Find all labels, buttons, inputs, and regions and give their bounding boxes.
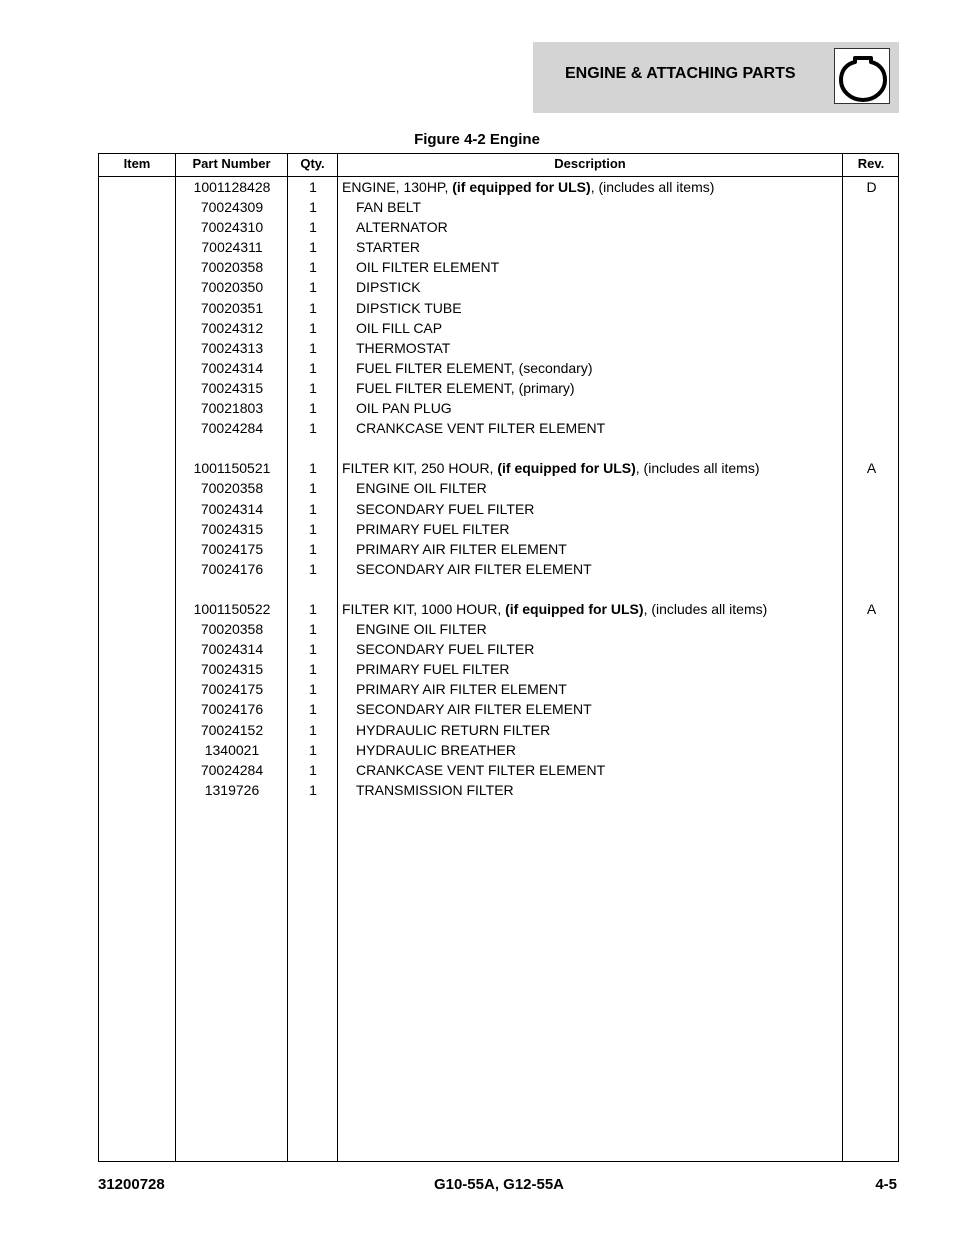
parts-table [98,153,899,1162]
section-title: ENGINE & ATTACHING PARTS [565,65,796,82]
qty-cell: 1 [309,460,317,477]
part-number-cell: 70020351 [200,299,264,316]
description-cell: DIPSTICK TUBE [356,299,462,316]
table-row [99,277,898,297]
description-cell: ENGINE OIL FILTER [356,480,487,497]
part-number-cell: 70024284 [200,420,264,437]
table-row [99,659,898,679]
qty-cell: 1 [309,400,317,417]
qty-cell: 1 [309,641,317,658]
table-row [99,780,898,800]
description-cell: CRANKCASE VENT FILTER ELEMENT [356,761,606,778]
part-number-cell: 70024312 [200,319,264,336]
description-cell: PRIMARY AIR FILTER ELEMENT [356,681,567,698]
description-cell: FAN BELT [356,199,422,216]
description-cell: SECONDARY AIR FILTER ELEMENT [356,560,592,577]
column-header-description: Description [554,156,626,171]
table-row [99,499,898,519]
table-row [99,358,898,378]
description-cell [342,458,759,478]
table-row [99,519,898,539]
part-number-cell: 1001150521 [193,460,271,477]
description-cell: FUEL FILTER ELEMENT, (secondary) [356,359,593,376]
description-text: ENGINE, 130HP, [342,179,453,195]
figure-title: Figure 4-2 Engine [414,131,540,148]
qty-cell: 1 [309,520,317,537]
part-number-cell: 70024315 [200,520,264,537]
table-row [99,257,898,277]
part-number-cell: 70024314 [200,500,264,517]
qty-cell: 1 [309,621,317,638]
table-row [99,338,898,358]
part-number-cell: 1319726 [204,781,260,798]
table-row [99,639,898,659]
part-number-cell: 70024313 [200,339,264,356]
table-row [99,619,898,639]
rev-cell: D [866,179,877,195]
table-row [99,539,898,559]
qty-cell: 1 [309,339,317,356]
part-number-cell: 70024315 [200,379,264,396]
qty-cell: 1 [309,420,317,437]
description-cell: HYDRAULIC RETURN FILTER [356,721,551,738]
qty-cell: 1 [309,259,317,276]
table-row [99,720,898,740]
table-row [99,559,898,579]
description-cell: HYDRAULIC BREATHER [356,741,516,758]
table-row [99,418,898,438]
qty-cell: 1 [309,500,317,517]
description-emphasis: (if equipped for ULS) [497,460,636,477]
part-number-cell: 70021803 [200,400,264,417]
table-row [99,217,898,237]
table-row [99,699,898,719]
description-cell: PRIMARY FUEL FILTER [356,520,510,537]
rev-cell: A [866,460,877,477]
description-cell: SECONDARY AIR FILTER ELEMENT [356,701,592,718]
part-number-cell: 70024175 [200,681,264,698]
column-header-item: Item [123,156,151,171]
part-number-cell: 70024314 [200,641,264,658]
description-cell: TRANSMISSION FILTER [356,781,514,798]
description-text: FILTER KIT, 1000 HOUR, [342,600,506,617]
part-number-cell: 1340021 [204,741,260,758]
qty-cell: 1 [309,761,317,778]
table-row [99,679,898,699]
table-row [99,318,898,338]
description-cell: SECONDARY FUEL FILTER [356,641,535,658]
table-row [99,458,898,478]
qty-cell: 1 [309,299,317,316]
column-header-rev: Rev. [857,156,885,171]
description-cell: PRIMARY AIR FILTER ELEMENT [356,540,567,557]
qty-cell: 1 [309,661,317,678]
part-number-cell: 70024284 [200,761,264,778]
part-number-cell: 70024309 [200,199,264,216]
qty-cell: 1 [309,721,317,738]
table-body [99,177,898,800]
part-number-cell: 70024175 [200,540,264,557]
table-row [99,478,898,498]
table-spacer-row [99,579,898,599]
engine-icon [834,48,890,104]
qty-cell: 1 [309,199,317,216]
part-number-cell: 70024315 [200,661,264,678]
qty-cell: 1 [309,540,317,557]
description-cell: SECONDARY FUEL FILTER [356,500,535,517]
description-text: , (includes all items) [590,179,715,195]
part-number-cell: 70024176 [200,560,264,577]
table-row [99,298,898,318]
table-row [99,197,898,217]
table-row [99,237,898,257]
table-row [99,740,898,760]
qty-cell: 1 [309,560,317,577]
section-header [533,42,899,113]
description-cell [342,599,767,619]
table-row [99,599,898,619]
description-cell: STARTER [356,239,421,256]
table-row [99,398,898,418]
part-number-cell: 1001128428 [193,179,271,195]
qty-cell: 1 [309,379,317,396]
description-cell: PRIMARY FUEL FILTER [356,661,510,678]
description-cell: THERMOSTAT [356,339,451,356]
description-emphasis: (if equipped for ULS) [505,600,644,617]
description-text: , (includes all items) [635,460,760,477]
table-row [99,760,898,780]
qty-cell: 1 [309,319,317,336]
description-cell: ALTERNATOR [356,219,448,236]
description-cell: CRANKCASE VENT FILTER ELEMENT [356,420,606,437]
column-header-part-number: Part Number [192,156,271,171]
qty-cell: 1 [309,781,317,798]
part-number-cell: 70024311 [201,239,263,256]
footer-doc-number: 31200728 [98,1176,165,1193]
qty-cell: 1 [309,219,317,236]
description-cell: OIL FILL CAP [356,319,443,336]
part-number-cell: 70020350 [200,279,264,296]
description-emphasis: (if equipped for ULS) [452,179,591,195]
part-number-cell: 1001150522 [193,600,271,617]
qty-cell: 1 [309,600,317,617]
description-text: FILTER KIT, 250 HOUR, [342,460,498,477]
table-row [99,378,898,398]
description-cell [342,177,714,197]
part-number-cell: 70024176 [200,701,264,718]
part-number-cell: 70024152 [200,721,264,738]
part-number-cell: 70024314 [200,359,264,376]
qty-cell: 1 [309,179,317,195]
table-row [99,177,898,197]
description-cell: OIL FILTER ELEMENT [356,259,500,276]
description-cell: OIL PAN PLUG [356,400,452,417]
part-number-cell: 70020358 [200,259,264,276]
qty-cell: 1 [309,741,317,758]
rev-cell: A [866,600,877,617]
footer-models: G10-55A, G12-55A [433,1176,565,1193]
description-cell: FUEL FILTER ELEMENT, (primary) [356,379,575,396]
footer-page-number: 4-5 [875,1176,897,1193]
qty-cell: 1 [309,480,317,497]
description-cell: DIPSTICK [356,279,421,296]
description-text: , (includes all items) [643,600,768,617]
part-number-cell: 70020358 [200,621,264,638]
column-header-qty: Qty. [300,156,325,171]
qty-cell: 1 [309,279,317,296]
table-spacer-row [99,438,898,458]
qty-cell: 1 [309,239,317,256]
qty-cell: 1 [309,359,317,376]
qty-cell: 1 [309,681,317,698]
qty-cell: 1 [309,701,317,718]
part-number-cell: 70024310 [200,219,264,236]
part-number-cell: 70020358 [200,480,264,497]
description-cell: ENGINE OIL FILTER [356,621,487,638]
